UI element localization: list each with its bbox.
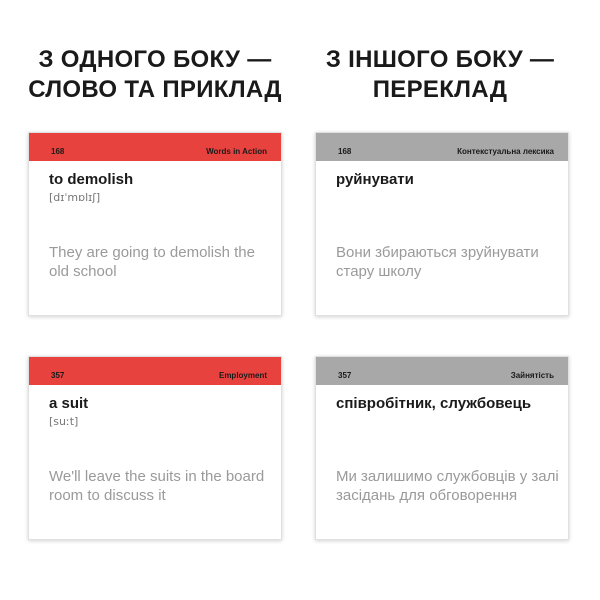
card-header [316, 357, 568, 385]
card-word: to demolish [49, 171, 134, 188]
card-header [29, 357, 281, 385]
back-side-heading [290, 45, 590, 105]
card-example-translation: Ми залишимо службовців у залі засідань для обговорення [336, 468, 559, 504]
front-side-heading-line1: З ОДНОГО БОКУ — [38, 46, 272, 73]
card-example-translation: Вони збираються зруйнувати стару школу [336, 244, 539, 280]
card-header [29, 133, 281, 161]
card-translation: руйнувати [336, 171, 414, 188]
back-side-heading-line2: ПЕРЕКЛАД [372, 76, 508, 103]
flashcard-back-demolish [315, 132, 569, 316]
card-example: We'll leave the suits in the board room to discuss it [49, 468, 265, 504]
back-side-heading-line1: З ІНШОГО БОКУ — [325, 46, 555, 73]
card-example: They are going to demolish the old school [49, 244, 255, 280]
front-side-heading-line2: СЛОВО ТА ПРИКЛАД [28, 76, 282, 103]
card-transcription: [dɪˈmɒlɪʃ] [49, 191, 101, 204]
flashcard-front-suit [28, 356, 282, 540]
card-translation: співробітник, службовець [336, 395, 532, 412]
card-category: Words in Action [206, 147, 267, 156]
card-category: Зайнятість [510, 371, 554, 380]
card-category: Employment [218, 371, 267, 380]
front-side-heading [5, 45, 305, 105]
card-word: a suit [49, 395, 89, 412]
card-transcription: [suːt] [49, 415, 79, 428]
flashcard-front-demolish [28, 132, 282, 316]
card-number: 357 [51, 371, 65, 380]
card-category: Контекстуальна лексика [457, 147, 554, 156]
card-number: 357 [338, 371, 352, 380]
card-header [316, 133, 568, 161]
flashcard-back-suit [315, 356, 569, 540]
card-number: 168 [338, 147, 352, 156]
card-number: 168 [51, 147, 65, 156]
